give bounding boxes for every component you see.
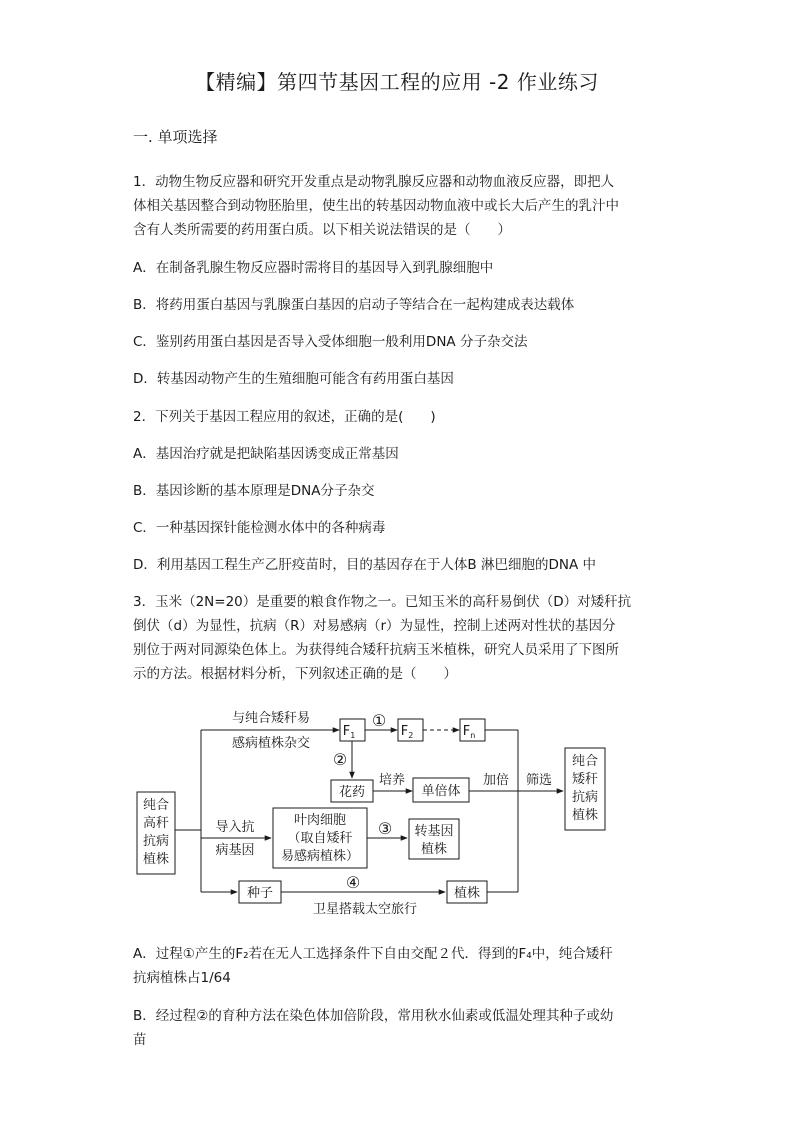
seed-label: 种子 xyxy=(246,886,274,901)
plant-label: 植株 xyxy=(453,886,481,901)
import-label-line: 导入抗 xyxy=(215,820,255,835)
start-label-line: 高秆 xyxy=(142,816,170,831)
import-label-line: 病基因 xyxy=(215,843,255,858)
q2-option-c: C．一种基因探针能检测水体中的各种病毒 xyxy=(133,520,386,536)
transgenic-label-line: 植株 xyxy=(420,842,448,857)
q3-stem-line: 3．玉米（2N=20）是重要的粮食作物之一。已知玉米的高秆易倒伏（D）对矮秆抗 xyxy=(133,594,632,610)
q3-option-a-line: 抗病植株占1/64 xyxy=(133,970,231,986)
start-label-line: 植株 xyxy=(142,852,170,867)
step-4-marker: ④ xyxy=(345,873,361,892)
q3-option-b-line: 苗 xyxy=(133,1032,147,1048)
end-label-line: 矮秆 xyxy=(571,772,599,787)
transgenic-label-line: 转基因 xyxy=(414,824,454,839)
fn-label: $F_n$ xyxy=(462,724,476,740)
breeding-flow-diagram xyxy=(133,700,663,925)
q1-option-a: A．在制备乳腺生物反应器时需将目的基因导入到乳腺细胞中 xyxy=(133,260,494,276)
document-title: 【精编】第四节基因工程的应用 -2 作业练习 xyxy=(195,70,599,94)
selection-label: 筛选 xyxy=(525,773,553,788)
q1-stem-line: 体相关基因整合到动物胚胎里，使生出的转基因动物血液中或长大后产生的乳汁中 xyxy=(133,198,619,214)
q3-stem-line: 倒伏（d）为显性，抗病（R）对易感病（r）为显性，控制上述两对性状的基因分 xyxy=(133,618,616,634)
q1-stem-line: 1．动物生物反应器和研究开发重点是动物乳腺反应器和动物血液反应器，即把人 xyxy=(133,174,615,190)
cross-label-line: 与纯合矮秆易 xyxy=(231,711,311,726)
space-travel-label: 卫星搭载太空旅行 xyxy=(312,902,418,917)
end-label-line: 抗病 xyxy=(571,790,599,805)
q2-stem-line: 2．下列关于基因工程应用的叙述，正确的是( ) xyxy=(133,409,436,425)
q3-option-a-line: A．过程①产生的F₂若在无人工选择条件下自由交配２代．得到的F₄中，纯合矮秆 xyxy=(133,946,613,962)
q3-option-b-line: B．经过程②的育种方法在染色体加倍阶段，常用秋水仙素或低温处理其种子或幼 xyxy=(133,1008,614,1024)
step-3-marker: ③ xyxy=(377,819,393,838)
anther-label: 花药 xyxy=(338,785,366,800)
f2-label: $F_2$ xyxy=(400,724,414,740)
q2-option-d: D．利用基因工程生产乙肝疫苗时，目的基因存在于人体B 淋巴细胞的DNA 中 xyxy=(133,557,596,573)
step-1-marker: ① xyxy=(371,711,387,730)
mesophyll-label-line: 叶肉细胞 xyxy=(293,813,347,828)
f1-label: $F_1$ xyxy=(342,724,356,740)
q1-stem-line: 含有人类所需要的药用蛋白质。以下相关说法错误的是（ ） xyxy=(133,222,511,238)
doubling-label: 加倍 xyxy=(482,773,510,788)
q2-option-b: B．基因诊断的基本原理是DNA分子杂交 xyxy=(133,483,375,499)
cross-label-line: 感病植株杂交 xyxy=(231,736,311,751)
mesophyll-label-line: 易感病植株） xyxy=(280,849,360,864)
culture-label: 培养 xyxy=(378,773,406,788)
end-label-line: 植株 xyxy=(571,808,599,823)
haploid-label: 单倍体 xyxy=(421,784,461,799)
q3-stem-line: 别位于两对同源染色体上。为获得纯合矮秆抗病玉米植株，研究人员采用了下图所 xyxy=(133,642,619,658)
start-label-line: 纯合 xyxy=(142,798,170,813)
q1-option-c: C．鉴别药用蛋白基因是否导入受体细胞一般利用DNA 分子杂交法 xyxy=(133,334,528,350)
mesophyll-label-line: （取自矮秆 xyxy=(287,831,353,846)
start-label-line: 抗病 xyxy=(142,834,170,849)
step-2-marker: ② xyxy=(332,750,348,769)
q3-stem-line: 示的方法。根据材料分析，下列叙述正确的是（ ） xyxy=(133,666,457,682)
q2-option-a: A．基因治疗就是把缺陷基因诱变成正常基因 xyxy=(133,446,399,462)
q1-option-b: B．将药用蛋白基因与乳腺蛋白基因的启动子等结合在一起构建成表达载体 xyxy=(133,297,575,313)
q1-option-d: D．转基因动物产生的生殖细胞可能含有药用蛋白基因 xyxy=(133,371,454,387)
end-label-line: 纯合 xyxy=(571,754,599,769)
section-heading: 一. 单项选择 xyxy=(133,128,218,146)
